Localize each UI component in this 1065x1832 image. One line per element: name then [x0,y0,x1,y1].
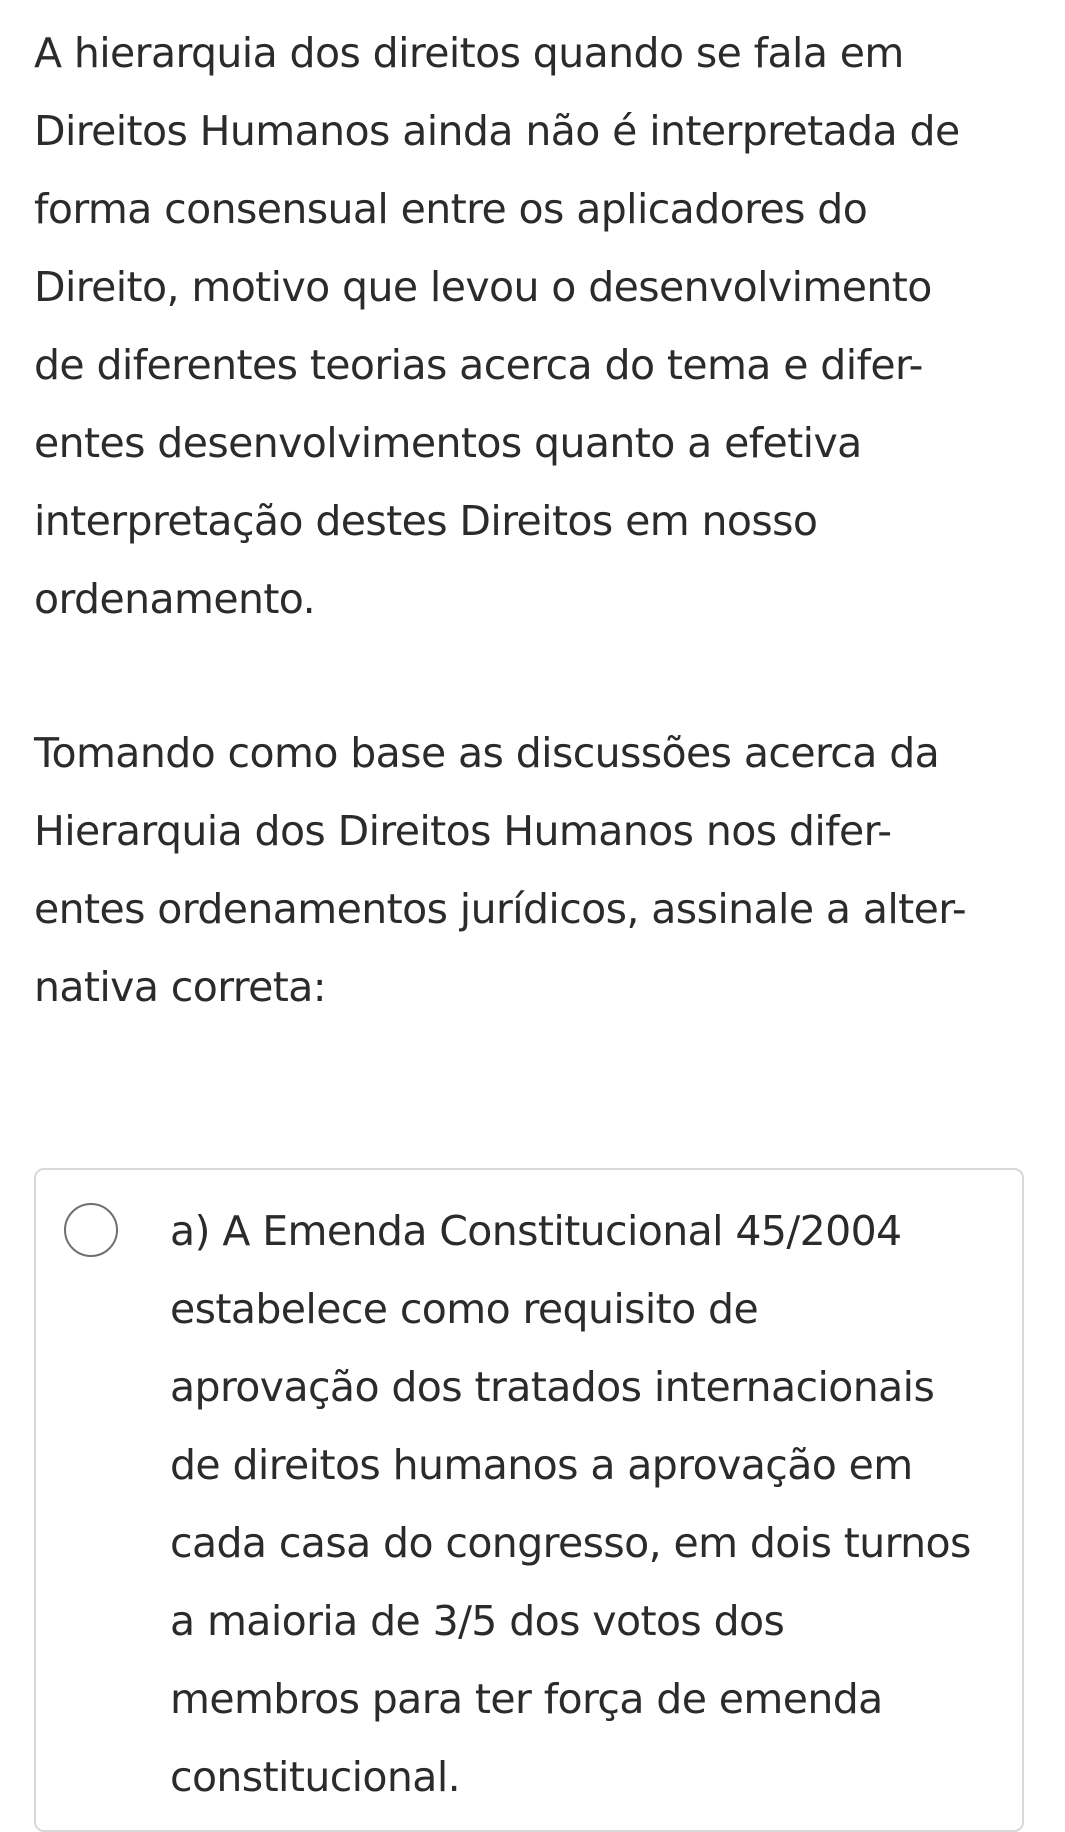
option-a-text: a) A Emenda Constitucional 45/2004 estabelece como requisito de aprovação dos tratados internacionais de direitos humanos a aprovação em cada casa do congresso, em dois turnos a maioria de 3/5 dos votos dos membros para ter força de emenda constitucional. [170,1207,971,1801]
question-statement [34,14,1034,1026]
question-paragraph-instruction: Tomando como base as discussões acerca da Hierarquia dos Direitos Humanos nos difer- entes ordenamentos jurídicos, assinale a alter- nativa correta: [34,729,967,1011]
question-paragraph-context: A hierarquia dos direitos quando se fala em Direitos Humanos ainda não é interpretada de forma consensual entre os aplicadores do Direito, motivo que levou o desenvolvimento de diferentes teorias acerca do tema e difer- entes desenvolvimentos quanto a efetiva interpretação destes Direitos em nosso ordenamento. [34,29,960,623]
option-a-card[interactable] [34,1168,1024,1832]
option-a-radio[interactable] [64,1203,118,1257]
